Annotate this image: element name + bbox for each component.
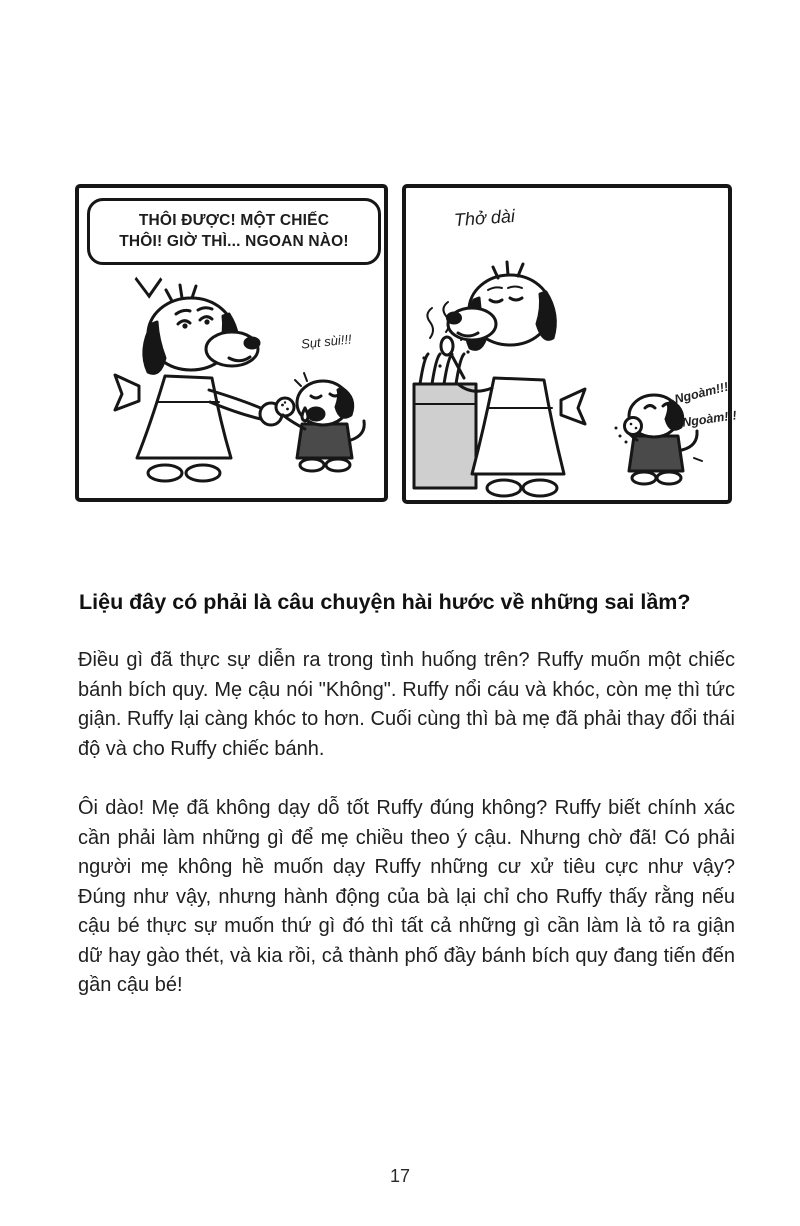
cookie-icon xyxy=(625,418,642,435)
tear-icon xyxy=(302,408,308,421)
panel-2-artwork xyxy=(406,188,728,500)
mother-dog-illustration xyxy=(115,285,294,481)
crying-puppy-illustration xyxy=(283,373,364,471)
sniffle-sfx-text: Sụt sùi!!! xyxy=(300,331,353,352)
comic-panel-1 xyxy=(75,184,388,502)
chomp-sfx-text-1: Ngoàm!!! xyxy=(673,379,730,407)
body-paragraph-2: Ôi dào! Mẹ đã không dạy dỗ tốt Ruffy đúng không? Ruffy biết chính xác cần phải làm những gì để mẹ chiều theo ý cậu. Nhưng chờ đã! Có phải người mẹ không hề muốn dạy Ruffy những cư xử tiêu cực như vậy? Đúng như vậy, nhưng hành động của bà lại chỉ cho Ruffy thấy rằng nếu cậu bé thực sự muốn thứ gì đó thì tất cả những gì cần làm là tỏ ra giận dữ hay gào thét, và kia rồi, cả thành phố đầy bánh bích quy đang tiến đến gần cậu bé! xyxy=(78,797,735,996)
speech-bubble xyxy=(87,198,381,265)
sigh-caption-text: Thở dài xyxy=(453,205,516,231)
speech-line-1: THÔI ĐƯỢC! MỘT CHIẾC xyxy=(138,212,330,229)
body-paragraph-1: Điều gì đã thực sự diễn ra trong tình huống trên? Ruffy muốn một chiếc bánh bích quy. Mẹ cậu nói "Không". Ruffy nổi cáu và khóc, còn mẹ thì tức giận. Ruffy lại càng khóc to hơn. Cuối cùng thì bà mẹ đã phải thay đổi thái độ và cho Ruffy chiếc bánh. xyxy=(78,649,735,760)
page-number: 17 xyxy=(389,1166,411,1186)
puppy-eating-illustration xyxy=(615,395,703,484)
comic-strip xyxy=(75,184,738,504)
chomp-sfx-text-2: Ngoàm!!! xyxy=(681,408,738,430)
speech-line-2: THÔI! GIỜ THÌ... NGOAN NÀO! xyxy=(119,233,349,250)
cookie-icon xyxy=(276,398,294,416)
comic-panel-2 xyxy=(402,184,738,504)
section-heading: Liệu đây có phải là câu chuyện hài hước về những sai lầm? xyxy=(79,590,691,614)
